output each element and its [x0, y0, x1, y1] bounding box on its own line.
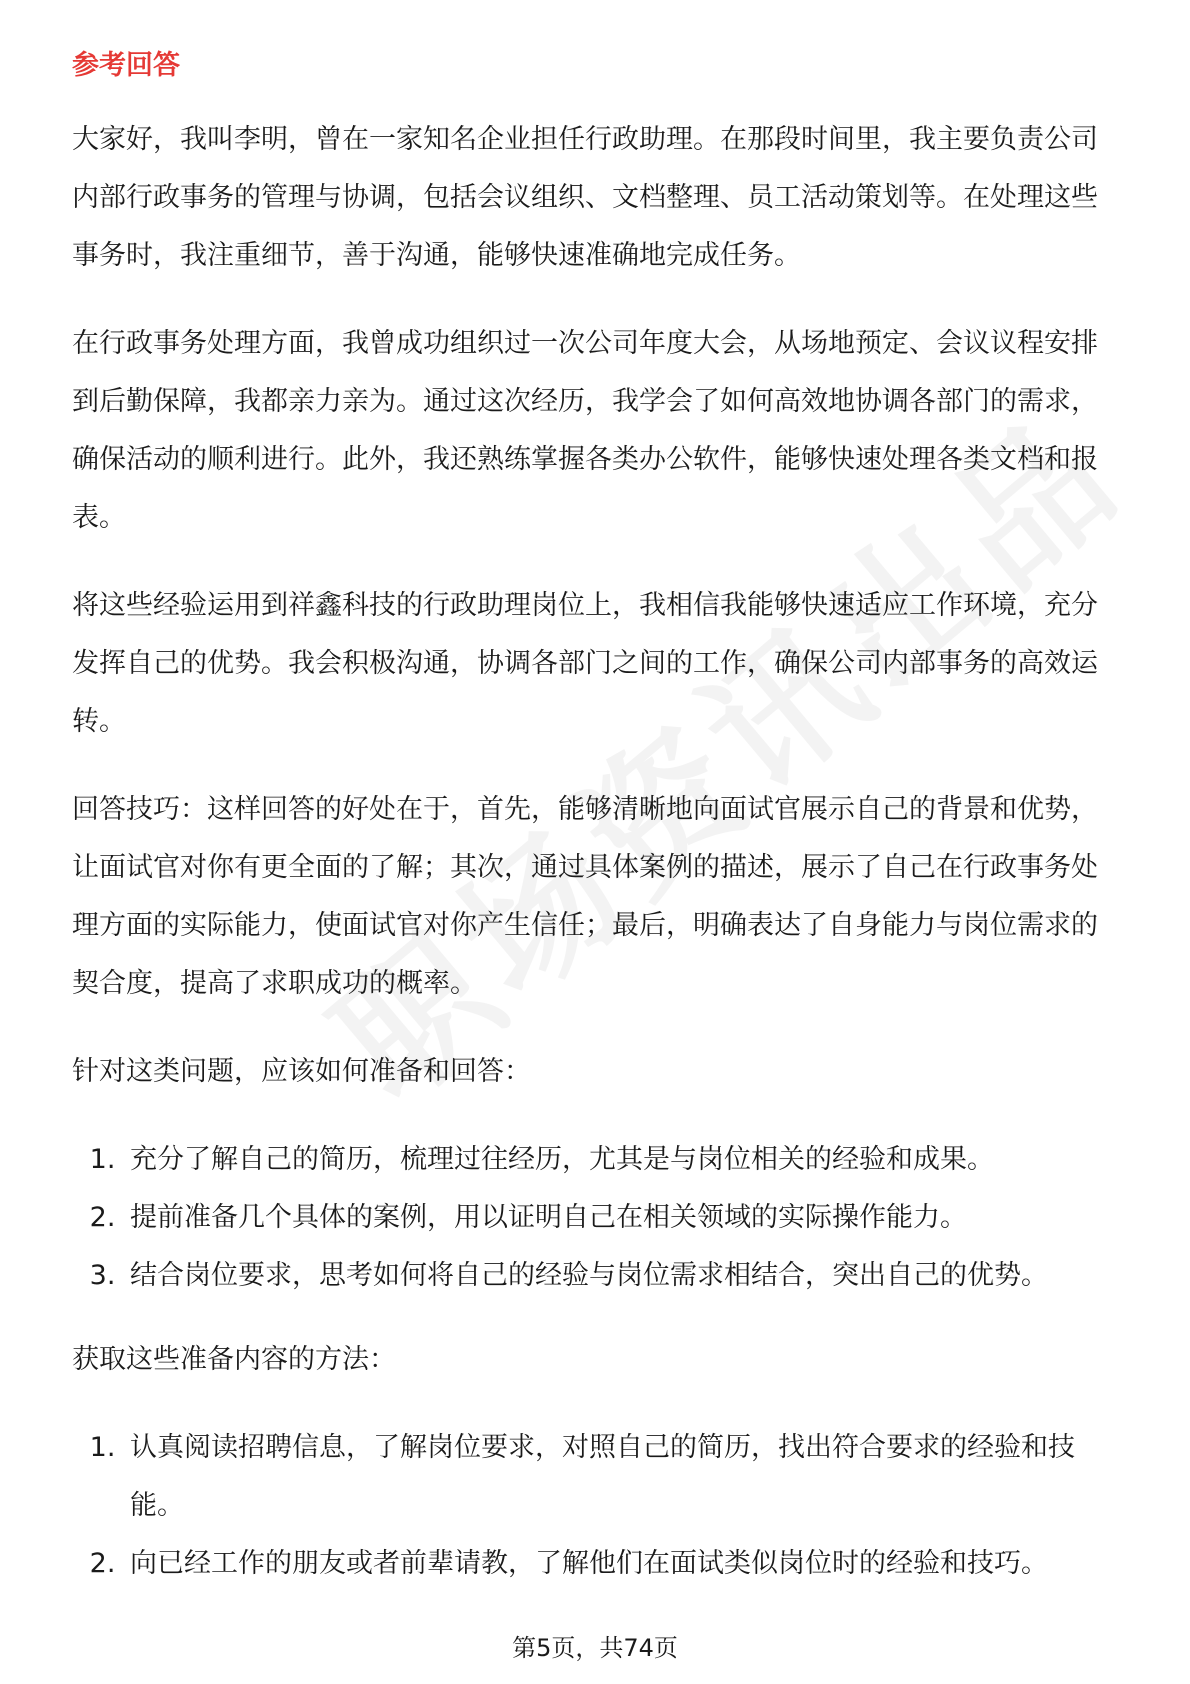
- paragraph-how-to-prepare: 针对这类问题，应该如何准备和回答：: [72, 1056, 531, 1088]
- list-item: 2. 提前准备几个具体的案例，用以证明自己在相关领域的实际操作能力。: [124, 1189, 1122, 1247]
- page-footer: 第5页，共74页: [512, 1634, 678, 1662]
- document-page: [72, 48, 1122, 1619]
- paragraph-experience: 在行政事务处理方面，我曾成功组织过一次公司年度大会，从场地预定、会议议程安排到后勤保障，我都亲力亲为。通过这次经历，我学会了如何高效地协调各部门的需求，确保活动的顺利进行。此外，我还熟练掌握各类办公软件，能够快速处理各类文档和报表。: [72, 328, 1098, 534]
- paragraph-methods: 获取这些准备内容的方法：: [72, 1344, 396, 1376]
- paragraph-intro: 大家好，我叫李明，曾在一家知名企业担任行政助理。在那段时间里，我主要负责公司内部行政事务的管理与协调，包括会议组织、文档整理、员工活动策划等。在处理这些事务时，我注重细节，善于沟通，能够快速准确地完成任务。: [72, 124, 1098, 272]
- list-item: 2. 向已经工作的朋友或者前辈请教，了解他们在面试类似岗位时的经验和技巧。: [124, 1535, 1122, 1593]
- list-item: 1. 充分了解自己的简历，梳理过往经历，尤其是与岗位相关的经验和成果。: [124, 1131, 1122, 1189]
- section-title: 参考回答: [72, 50, 180, 81]
- paragraph-answer-tips: 回答技巧：这样回答的好处在于，首先，能够清晰地向面试官展示自己的背景和优势，让面试官对你有更全面的了解；其次，通过具体案例的描述，展示了自己在行政事务处理方面的实际能力，使面试官对你产生信任；最后，明确表达了自身能力与岗位需求的契合度，提高了求职成功的概率。: [72, 794, 1098, 1000]
- methods-list: [72, 1419, 1122, 1593]
- paragraph-application: 将这些经验运用到祥鑫科技的行政助理岗位上，我相信我能够快速适应工作环境，充分发挥自己的优势。我会积极沟通，协调各部门之间的工作，确保公司内部事务的高效运转。: [72, 590, 1098, 738]
- list-item: 3. 结合岗位要求，思考如何将自己的经验与岗位需求相结合，突出自己的优势。: [124, 1247, 1122, 1305]
- list-item: 1. 认真阅读招聘信息，了解岗位要求，对照自己的简历，找出符合要求的经验和技能。: [124, 1419, 1122, 1535]
- preparation-list: [72, 1131, 1122, 1305]
